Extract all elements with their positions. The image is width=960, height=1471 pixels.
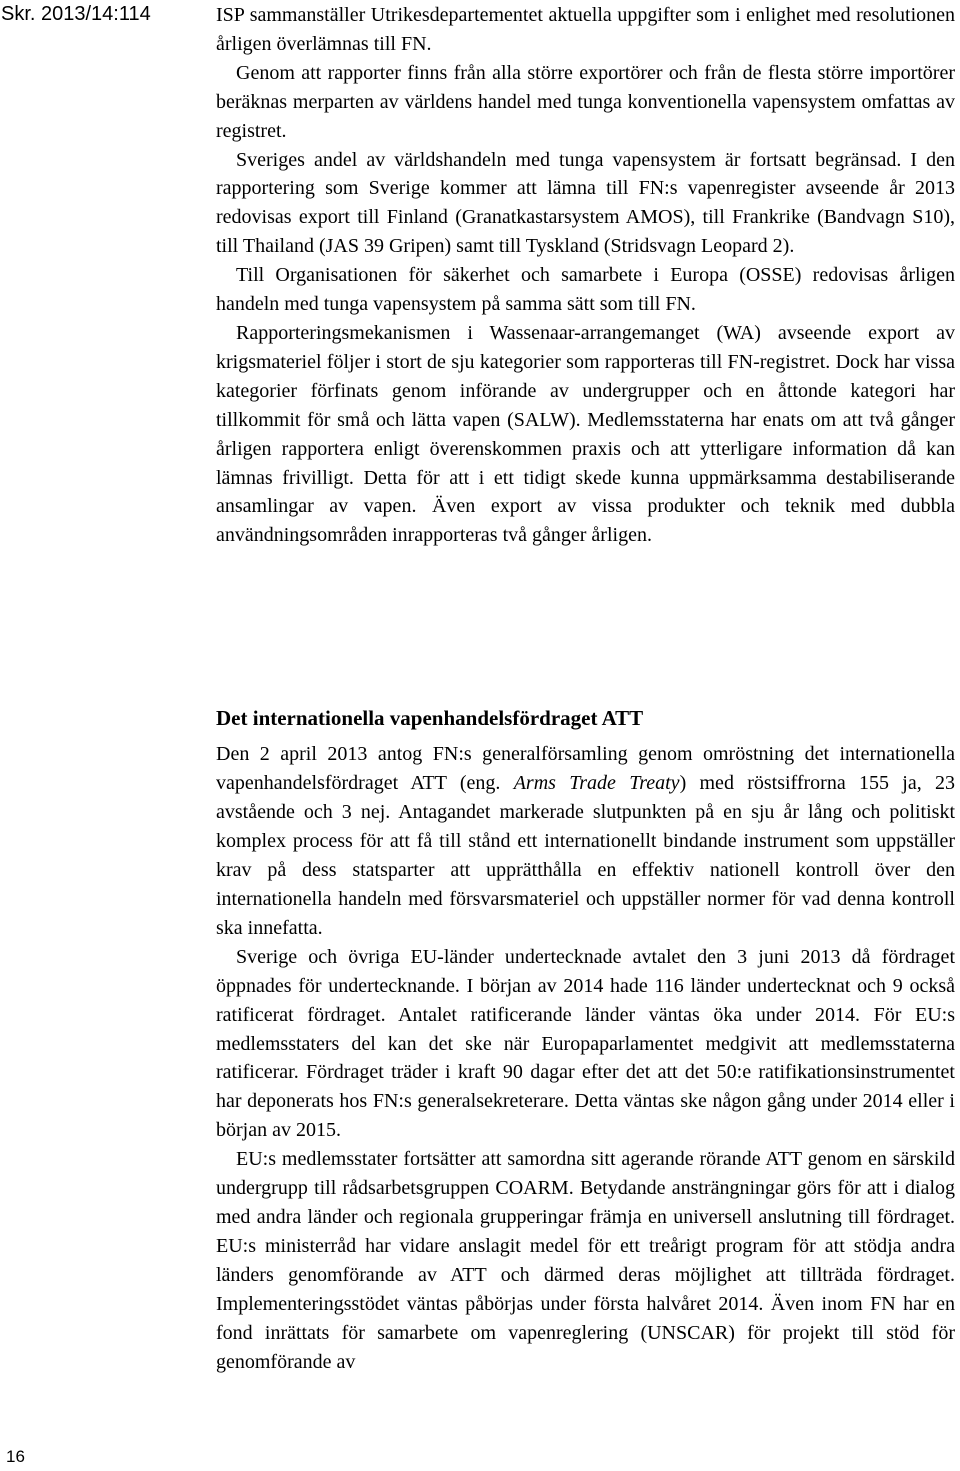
paragraph: ISP sammanställer Utrikesdepartementet aktuella uppgifter som i enlighet med resolutionen årligen överlämnas till FN. (216, 4, 955, 55)
section-arms-register (216, 1, 955, 550)
paragraph: Rapporteringsmekanismen i Wassenaar-arrangemanget (WA) avseende export av krigsmateriel följer i stort de sju kategorier som rapporteras till FN-registret. Dock har vissa kategorier förfinats genom införande av undergrupper och en åttonde kategori har tillkommit för små och lätta vapen (SALW). Medlemsstaterna har enats om att två gånger årligen rapportera enligt överenskommen praxis och att ytterligare information då kan lämnas frivilligt. Detta för att i ett tidigt skede kunna uppmärksamma destabiliserande ansamlingar av vapen. Även export av vissa produkter och teknik med dubbla användningsområden inrapporteras två gånger årligen. (216, 321, 955, 547)
page-number: 16 (6, 1447, 25, 1466)
paragraph-text: ) med röstsiffrorna 155 ja, 23 avstående och 3 nej. Antagandet markerade slutpunkten på en sju år lång och politiskt komplex process för att få till stånd ett internationellt bindande instrument som uppställer krav på dess statsparter att upprätthålla en effektiv nationell kontroll över den internationella handeln med försvarsmateriel och uppställer normer för vad denna kontroll ska innefatta. (216, 771, 955, 939)
paragraph: Till Organisationen för säkerhet och samarbete i Europa (OSSE) redovisas årligen handeln med tunga vapensystem på samma sätt som till FN. (216, 264, 955, 316)
paragraph: EU:s medlemsstater fortsätter att samordna sitt agerande rörande ATT genom en särskild undergrupp till rådsarbetsgruppen COARM. Betydande ansträngningar görs för att i dialog med andra länder och regionala grupperingar främja en universell anslutning till fördraget. EU:s ministerråd har vidare anslagit medel för ett treårigt program för att stödja andra länders genomförande av ATT och därmed deras möjlighet att tillträda fördraget. Implementeringsstödet väntas påbörjas under första halvåret 2014. Även inom FN har en fond inrättats för samarbete om vapenreglering (UNSCAR) för projekt till stöd för genomförande av (216, 1148, 955, 1374)
paragraph: Sverige och övriga EU-länder undertecknade avtalet den 3 juni 2013 då fördraget öppnades för undertecknande. I början av 2014 hade 116 länder undertecknat och 9 också ratificerat fördraget. Antalet ratificerande länder väntas öka under 2014. För EU:s medlemsstaters del kan det ske när Europaparlamentet medgivit att medlemsstaterna ratificerar. Fördraget träder i kraft 90 dagar efter det att det 50:e ratifikationsinstrumentet har deponerats hos FN:s generalsekreterare. Detta väntas ske någon gång under 2014 eller i början av 2015. (216, 945, 955, 1142)
paragraph: Sveriges andel av världshandeln med tunga vapensystem är fortsatt begränsad. I den rapportering som Sverige kommer att lämna till FN:s vapenregister avseende år 2013 redovisas export till Finland (Granatkastarsystem AMOS), till Frankrike (Bandvagn S10), till Thailand (JAS 39 Gripen) samt till Tyskland (Stridsvagn Leopard 2). (216, 148, 955, 258)
paragraph-text: Den 2 april 2013 antog FN:s generalförsamling genom omröstning det internationella vapenhandelsfördraget ATT (eng. (216, 743, 955, 794)
treaty-name-italic: Arms Trade Treaty (513, 771, 680, 794)
paragraph: Genom att rapporter finns från alla större exportörer och från de flesta större importörer beräknas merparten av världens handel med tunga konventionella vapensystem omfattas av registret. (216, 61, 955, 142)
section-att (216, 704, 955, 1377)
document-reference: Skr. 2013/14:114 (1, 3, 151, 25)
paragraph (216, 740, 955, 943)
section-heading: Det internationella vapenhandelsfördraget ATT (216, 706, 644, 730)
